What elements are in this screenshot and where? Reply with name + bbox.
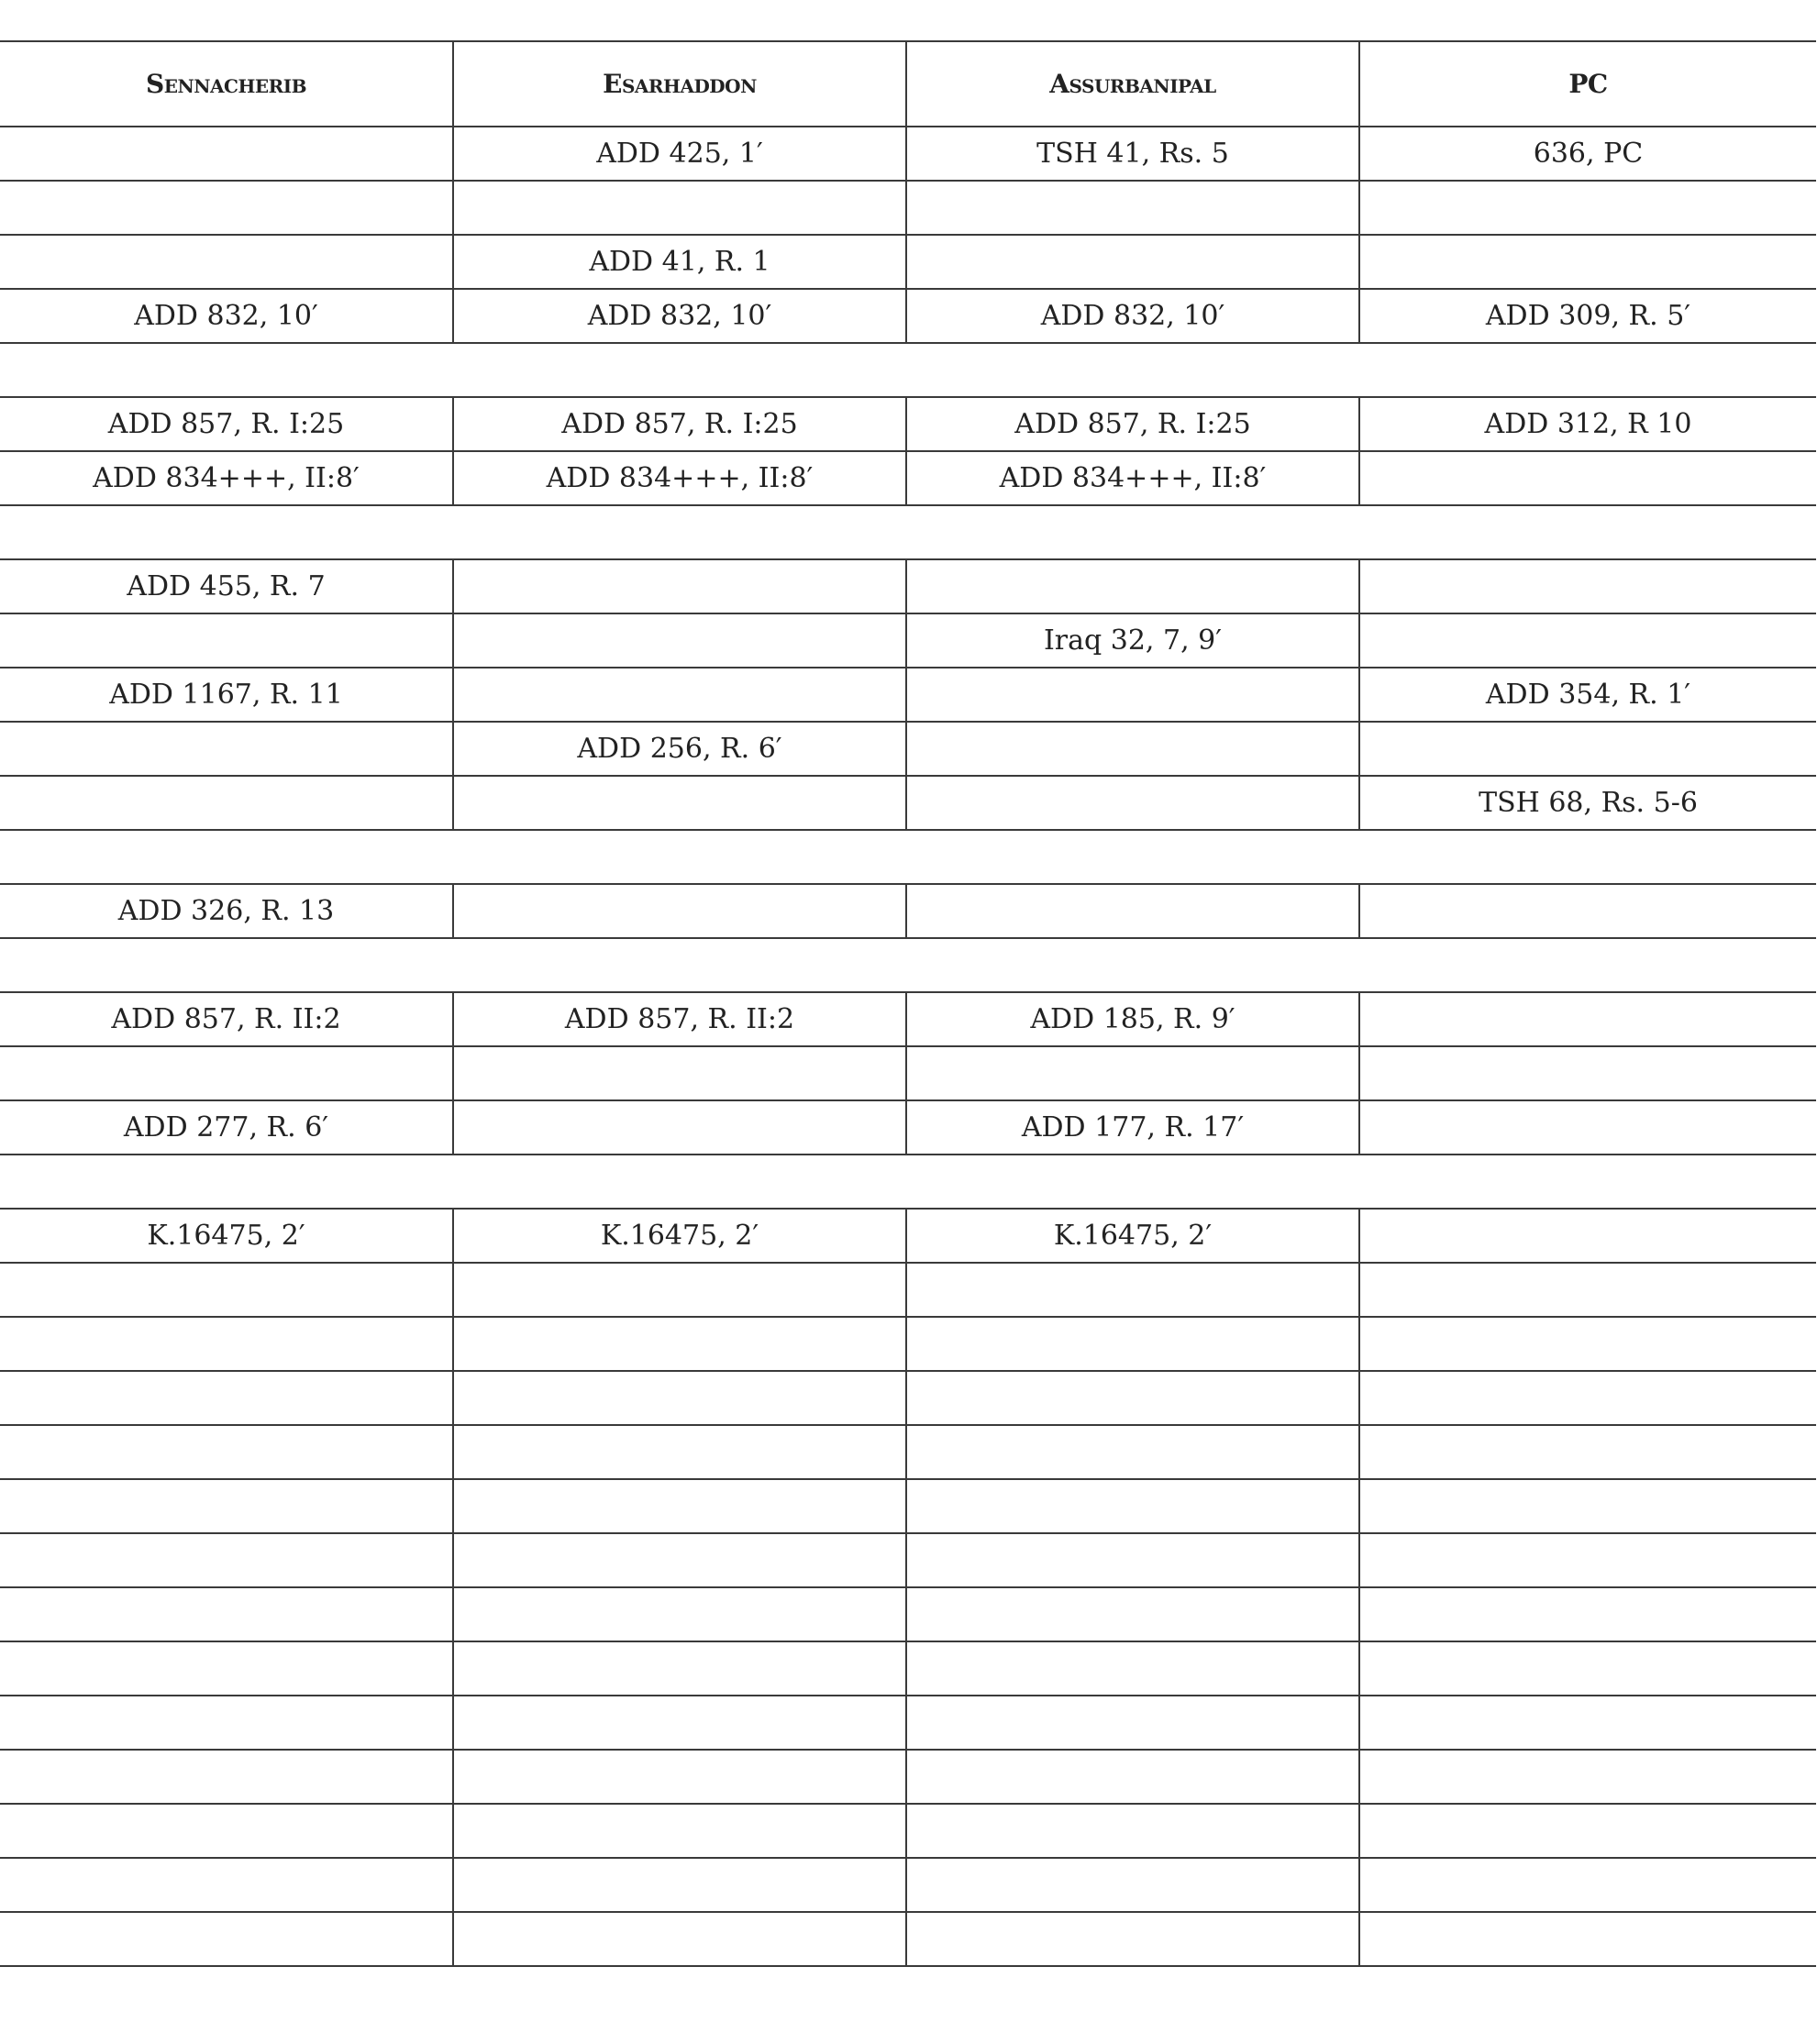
table-cell	[453, 668, 906, 722]
table-cell	[0, 1371, 453, 1425]
table-cell	[906, 722, 1359, 776]
table-row	[0, 559, 1816, 613]
table-cell: ADD 857, R. I:25	[906, 397, 1359, 451]
table-cell	[0, 1317, 453, 1371]
table-cell	[906, 559, 1359, 613]
table-cell	[0, 235, 453, 289]
table-cell	[1359, 1479, 1816, 1533]
table-row	[0, 1858, 1816, 1912]
table-cell	[1359, 1696, 1816, 1750]
table-cell	[906, 1479, 1359, 1533]
table-cell	[1359, 722, 1816, 776]
table-cell	[1359, 1100, 1816, 1155]
table-cell	[453, 1425, 906, 1479]
table-row	[0, 235, 1816, 289]
table-row	[0, 722, 1816, 776]
table-cell	[1359, 1533, 1816, 1587]
table-cell	[1359, 613, 1816, 668]
table-cell	[0, 181, 453, 235]
reference-table	[0, 40, 1816, 1967]
table-cell	[0, 1263, 453, 1317]
table-cell: ADD 832, 10′	[906, 289, 1359, 343]
table-cell	[906, 1912, 1359, 1966]
table-cell	[453, 1100, 906, 1155]
table-row	[0, 397, 1816, 451]
table-cell	[906, 668, 1359, 722]
table-cell: ADD 277, R. 6′	[0, 1100, 453, 1155]
table-cell	[453, 1858, 906, 1912]
table-cell	[0, 1912, 453, 1966]
table-cell	[453, 776, 906, 830]
table-cell: ADD 185, R. 9′	[906, 992, 1359, 1046]
table-cell: K.16475, 2′	[906, 1209, 1359, 1263]
table-cell	[453, 1750, 906, 1804]
table-cell: ADD 832, 10′	[453, 289, 906, 343]
table-cell	[0, 127, 453, 181]
table-cell	[453, 613, 906, 668]
table-cell: ADD 834+++, II:8′	[906, 451, 1359, 505]
table-cell: K.16475, 2′	[0, 1209, 453, 1263]
table-cell	[453, 1912, 906, 1966]
table-cell	[1359, 181, 1816, 235]
table-cell	[906, 1804, 1359, 1858]
table-cell	[906, 776, 1359, 830]
table-row	[0, 884, 1816, 938]
table-row	[0, 1696, 1816, 1750]
table-cell	[453, 1371, 906, 1425]
table-cell	[453, 1696, 906, 1750]
table-cell	[1359, 1912, 1816, 1966]
table-cell	[906, 1641, 1359, 1696]
table-cell	[1359, 1317, 1816, 1371]
table-cell	[1359, 992, 1816, 1046]
table-cell	[1359, 559, 1816, 613]
table-cell: ADD 834+++, II:8′	[0, 451, 453, 505]
spacer-row	[0, 830, 1816, 884]
spacer-cell	[0, 505, 1816, 559]
table-cell	[0, 1858, 453, 1912]
table-cell	[453, 559, 906, 613]
table-cell	[0, 1425, 453, 1479]
table-cell	[0, 1533, 453, 1587]
table-row	[0, 1046, 1816, 1100]
table-cell	[453, 1804, 906, 1858]
table-cell: ADD 312, R 10	[1359, 397, 1816, 451]
table-cell	[906, 1587, 1359, 1641]
table-cell	[453, 181, 906, 235]
table-cell	[906, 1263, 1359, 1317]
table-cell	[1359, 1371, 1816, 1425]
table-cell: TSH 41, Rs. 5	[906, 127, 1359, 181]
table-cell	[906, 1750, 1359, 1804]
table-cell: ADD 354, R. 1′	[1359, 668, 1816, 722]
table-cell	[453, 1641, 906, 1696]
table-cell: ADD 834+++, II:8′	[453, 451, 906, 505]
table-cell	[0, 776, 453, 830]
table-cell	[906, 1425, 1359, 1479]
table-cell	[0, 722, 453, 776]
table-row	[0, 1587, 1816, 1641]
table-row	[0, 1641, 1816, 1696]
table-cell	[1359, 1425, 1816, 1479]
table-row	[0, 289, 1816, 343]
column-header-esarhaddon: Esarhaddon	[453, 41, 906, 127]
table-cell	[0, 1046, 453, 1100]
table-row	[0, 1100, 1816, 1155]
table-row	[0, 668, 1816, 722]
table-row	[0, 1317, 1816, 1371]
table-cell	[906, 884, 1359, 938]
table-cell: ADD 857, R. II:2	[0, 992, 453, 1046]
table-cell	[906, 1046, 1359, 1100]
table-cell: ADD 256, R. 6′	[453, 722, 906, 776]
table-row	[0, 1750, 1816, 1804]
spacer-cell	[0, 938, 1816, 992]
table-cell: ADD 1167, R. 11	[0, 668, 453, 722]
table-cell: ADD 177, R. 17′	[906, 1100, 1359, 1155]
table-cell	[1359, 1858, 1816, 1912]
table-cell	[906, 1371, 1359, 1425]
table-body	[0, 127, 1816, 1966]
table-cell	[1359, 1587, 1816, 1641]
table-cell: ADD 309, R. 5′	[1359, 289, 1816, 343]
table-cell	[453, 1533, 906, 1587]
table-cell	[1359, 451, 1816, 505]
table-cell	[906, 235, 1359, 289]
table-row	[0, 1425, 1816, 1479]
table-row	[0, 451, 1816, 505]
column-header-sennacherib: Sennacherib	[0, 41, 453, 127]
table-cell: ADD 832, 10′	[0, 289, 453, 343]
table-cell	[1359, 1804, 1816, 1858]
table-cell: Iraq 32, 7, 9′	[906, 613, 1359, 668]
table-cell	[453, 1046, 906, 1100]
table-cell	[0, 1696, 453, 1750]
table-cell	[0, 1804, 453, 1858]
table-row	[0, 181, 1816, 235]
spacer-row	[0, 938, 1816, 992]
table-row	[0, 613, 1816, 668]
table-cell	[1359, 1263, 1816, 1317]
column-header-pc: PC	[1359, 41, 1816, 127]
table-cell	[0, 1750, 453, 1804]
table-cell: ADD 41, R. 1	[453, 235, 906, 289]
table-row	[0, 127, 1816, 181]
spacer-row	[0, 343, 1816, 397]
table-cell: ADD 857, R. I:25	[0, 397, 453, 451]
table-cell: ADD 326, R. 13	[0, 884, 453, 938]
table-row	[0, 1209, 1816, 1263]
table-cell	[453, 1587, 906, 1641]
table-row	[0, 992, 1816, 1046]
spacer-cell	[0, 1155, 1816, 1209]
spacer-row	[0, 1155, 1816, 1209]
table-cell	[1359, 235, 1816, 289]
table-cell	[906, 1696, 1359, 1750]
spacer-row	[0, 505, 1816, 559]
table-cell: TSH 68, Rs. 5-6	[1359, 776, 1816, 830]
table-cell	[453, 1263, 906, 1317]
table-cell	[0, 1479, 453, 1533]
table-cell	[906, 1317, 1359, 1371]
column-header-assurbanipal: Assurbanipal	[906, 41, 1359, 127]
table-row	[0, 1533, 1816, 1587]
table-cell	[0, 1587, 453, 1641]
table-cell	[0, 1641, 453, 1696]
table-cell	[906, 1858, 1359, 1912]
spacer-cell	[0, 343, 1816, 397]
table-cell	[1359, 1046, 1816, 1100]
table-cell: ADD 425, 1′	[453, 127, 906, 181]
table-cell: ADD 455, R. 7	[0, 559, 453, 613]
table-cell	[1359, 1209, 1816, 1263]
table-cell: ADD 857, R. II:2	[453, 992, 906, 1046]
table-cell: ADD 857, R. I:25	[453, 397, 906, 451]
table-row	[0, 1804, 1816, 1858]
table-cell	[453, 1479, 906, 1533]
table-cell	[906, 181, 1359, 235]
table-cell: K.16475, 2′	[453, 1209, 906, 1263]
table-cell	[1359, 1750, 1816, 1804]
table-row	[0, 1371, 1816, 1425]
table-cell: 636, PC	[1359, 127, 1816, 181]
header-row	[0, 41, 1816, 127]
table-cell	[0, 613, 453, 668]
table-cell	[1359, 884, 1816, 938]
table-cell	[1359, 1641, 1816, 1696]
table-row	[0, 776, 1816, 830]
table-row	[0, 1263, 1816, 1317]
table-cell	[906, 1533, 1359, 1587]
table-cell	[453, 1317, 906, 1371]
spacer-cell	[0, 830, 1816, 884]
table-row	[0, 1912, 1816, 1966]
table-row	[0, 1479, 1816, 1533]
table-cell	[453, 884, 906, 938]
